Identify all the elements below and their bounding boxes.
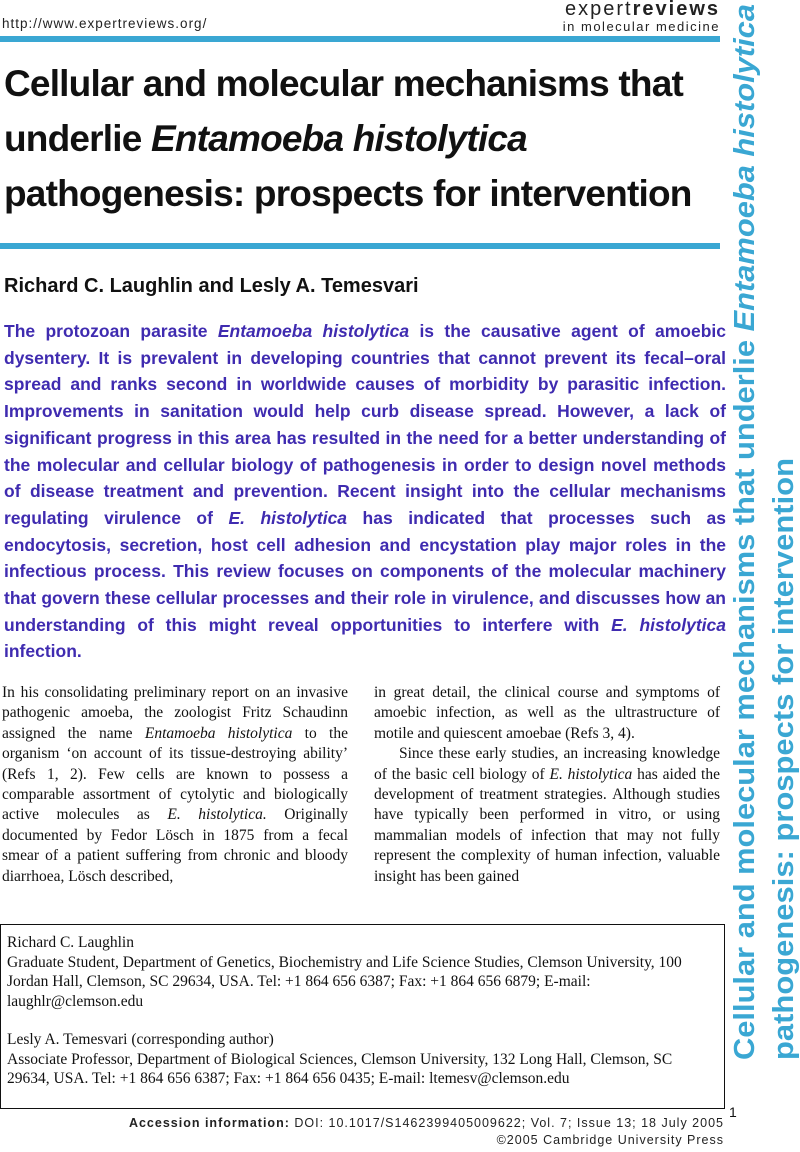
title-species: Entamoeba histolytica bbox=[151, 118, 527, 159]
author-list: Richard C. Laughlin and Lesly A. Temesvari bbox=[4, 275, 419, 297]
title-line3: pathogenesis: prospects for intervention bbox=[4, 173, 692, 214]
author2-name: Lesly A. Temesvari (corresponding author) bbox=[7, 1031, 274, 1048]
title-line1: Cellular and molecular mechanisms that bbox=[4, 63, 683, 104]
journal-url[interactable]: http://www.expertreviews.org/ bbox=[2, 16, 208, 31]
abstract: The protozoan parasite Entamoeba histolytica is the causative agent of amoebic dysentery. It is prevalent in developing countries that cannot prevent its fecal–oral spread and ranks second in worldwide causes of morbidity by parasitic infection. Improvements in sanitation would help curb disease spread. However, a lack of significant progress in this area has resulted in the need for a better understanding of the molecular and cellular biology of pathogenesis in order to design novel methods of disease treatment and prevention. Recent insight into the cellular mechanisms regulating virulence of E. histolytica has indicated that processes such as endocytosis, secretion, host cell adhesion and encystation play major roles in the infectious process. This review focuses on components of the molecular machinery that govern these cellular processes and their role in virulence, and discusses how an understanding of this might reveal opportunities to interfere with E. histolytica infection. bbox=[4, 321, 727, 662]
journal-brand bbox=[563, 0, 720, 34]
article-title bbox=[4, 56, 716, 221]
copyright: ©2005 Cambridge University Press bbox=[496, 1133, 724, 1147]
title-rule bbox=[0, 243, 720, 249]
author1-name: Richard C. Laughlin bbox=[7, 934, 134, 951]
side-title-line2: pathogenesis: prospects for intervention bbox=[768, 505, 800, 1060]
title-line2-pre: underlie bbox=[4, 118, 151, 159]
side-title-line1: Cellular and molecular mechanisms that underlie Entamoeba histolytica bbox=[729, 28, 761, 1060]
author2-details: Associate Professor, Department of Biological Sciences, Clemson University, 132 Long Hall, Clemson, SC 29634, USA. Tel: +1 864 656 6387; Fax: +1 864 656 0435; E-mail: ltemesv@clemson.edu bbox=[7, 1050, 673, 1087]
side-running-title bbox=[726, 0, 800, 1062]
brand-expert: expert bbox=[565, 0, 633, 20]
header-rule bbox=[0, 36, 720, 42]
body-column-right bbox=[374, 683, 720, 887]
page-number: 1 bbox=[729, 1104, 737, 1120]
body-paragraph: in great detail, the clinical course and symptoms of amoebic infection, as well as the ultrastructure of motile and quiescent amoebae (Refs 3, 4). bbox=[374, 684, 720, 742]
body-paragraph: Since these early studies, an increasing knowledge of the basic cell biology of E. histolytica has aided the development of treatment strategies. Although studies have typically been performed in vitro, or using mammalian models of infection that may not fully represent the complexity of human infection, valuable insight has been gained bbox=[374, 745, 720, 885]
accession-footer bbox=[129, 1115, 724, 1149]
brand-subtitle: in molecular medicine bbox=[562, 19, 720, 34]
author1-details: Graduate Student, Department of Genetics, Biochemistry and Life Science Studies, Clemson University, 100 Jordan Hall, Clemson, SC 29634, USA. Tel: +1 864 656 6387; Fax: +1 864 656 6879; E-mail: laughlr@clemson.edu bbox=[7, 953, 682, 1010]
affiliations-box bbox=[0, 924, 725, 1109]
brand-reviews: reviews bbox=[632, 0, 720, 20]
body-column-left bbox=[2, 683, 348, 887]
accession-label: Accession information: bbox=[128, 1116, 290, 1130]
body-paragraph: In his consolidating preliminary report on an invasive pathogenic amoeba, the zoologist Fritz Schaudinn assigned the name Entamoeba histolytica to the organism ‘on account of its tissue-destroying ability’ (Refs 1, 2). Few cells are known to possess a comparable assortment of cytolytic and biologically active molecules as E. histolytica. Originally documented by Fedor Lösch in 1875 from a fecal smear of a patient suffering from chronic and bloody diarrhoea, Lösch described, bbox=[2, 684, 348, 885]
accession-text[interactable]: DOI: 10.1017/S1462399405009622; Vol. 7; Issue 13; 18 July 2005 bbox=[289, 1116, 724, 1130]
side-title-svg bbox=[726, 0, 800, 1062]
